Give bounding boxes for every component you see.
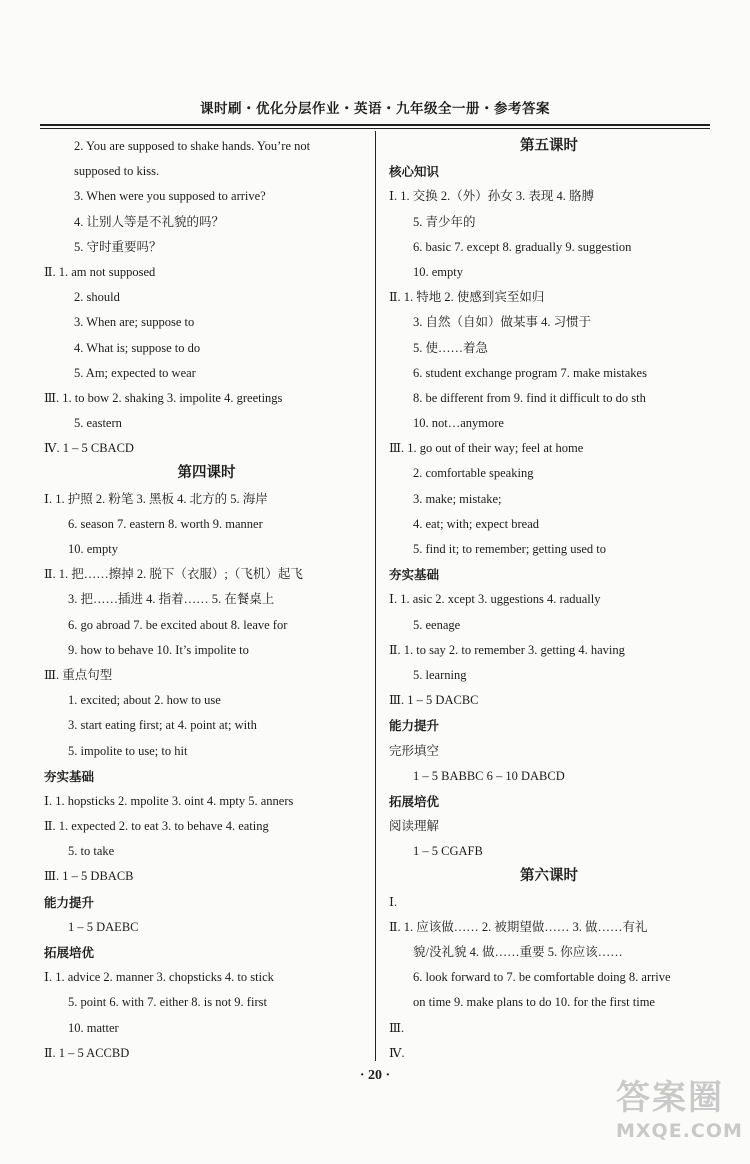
answer-line: 5. 守时重要吗？ xyxy=(74,239,162,254)
answer-line: 3. make; mistake; xyxy=(413,491,502,506)
section-heading: 夯实基础 xyxy=(44,768,95,784)
answer-line: 5. Am; expected to wear xyxy=(74,365,196,380)
answer-line: Ⅰ. 1. 护照 2. 粉笔 3. 黑板 4. 北方的 5. 海岸 xyxy=(44,491,268,506)
answer-line: 5. impolite to use; to hit xyxy=(68,743,188,758)
answer-line: 1 – 5 BABBC 6 – 10 DABCD xyxy=(413,768,565,783)
answer-line: Ⅰ. xyxy=(389,894,398,909)
answer-line: Ⅱ. 1. am not supposed xyxy=(44,264,156,279)
answer-line: 4. 让别人等是不礼貌的吗？ xyxy=(74,214,225,229)
section-heading: 能力提升 xyxy=(44,894,95,910)
answer-line: Ⅳ. 1 – 5 CBACD xyxy=(44,441,134,456)
answer-line: 5. eastern xyxy=(74,416,122,431)
right-column xyxy=(389,134,709,1066)
page-header: 课时刷・优化分层作业・英语・九年级全一册・参考答案 xyxy=(200,101,550,117)
answer-line: Ⅰ. 1. hopsticks 2. mpolite 3. oint 4. mpty 5. anners xyxy=(44,793,294,808)
answer-line: Ⅱ. 1. expected 2. to eat 3. to behave 4. eating xyxy=(44,819,269,834)
header-rule-thick xyxy=(40,124,710,126)
answer-line: 5. learning xyxy=(413,667,467,682)
answer-line: 5. 使……着急 xyxy=(413,340,489,355)
answer-line: 6. basic 7. except 8. gradually 9. suggestion xyxy=(413,239,632,254)
answer-line: 阅读理解 xyxy=(389,819,440,834)
answer-line: 5. 青少年的 xyxy=(413,214,476,229)
answer-line: 3. 自然（自如）做某事 4. 习惯于 xyxy=(413,315,592,330)
answer-line: 3. When were you supposed to arrive? xyxy=(74,189,266,204)
answer-line: 6. look forward to 7. be comfortable doing 8. arrive xyxy=(413,970,671,985)
left-column xyxy=(44,134,369,1066)
answer-line: 6. go abroad 7. be excited about 8. leave for xyxy=(68,617,288,632)
watermark-logo xyxy=(616,1076,743,1158)
answer-line: 5. to take xyxy=(68,844,115,859)
answer-line: Ⅲ. 重点句型 xyxy=(44,667,113,682)
answer-line: Ⅱ. 1. 特地 2. 使感到宾至如归 xyxy=(389,290,545,305)
answer-line: 5. find it; to remember; getting used to xyxy=(413,542,607,556)
answer-line: 5. eenage xyxy=(413,617,461,632)
answer-line: 3. start eating first; at 4. point at; with xyxy=(68,718,257,733)
answer-line: 3. 把……插进 4. 指着…… 5. 在餐桌上 xyxy=(68,592,275,607)
answer-line: Ⅲ. 1. go out of their way; feel at home xyxy=(389,441,584,456)
answer-line: 8. be different from 9. find it difficult to do sth xyxy=(413,390,646,405)
page-number: · 20 · xyxy=(359,1068,391,1083)
answer-line: Ⅲ. 1 – 5 DACBC xyxy=(389,693,479,708)
answer-line: 4. eat; with; expect bread xyxy=(413,516,539,531)
answer-line: Ⅱ. 1 – 5 ACCBD xyxy=(44,1045,130,1060)
answer-line: 1 – 5 DAEBC xyxy=(68,919,139,934)
answer-line: 6. student exchange program 7. make mistakes xyxy=(413,365,647,380)
lesson-title: 第六课时 xyxy=(520,868,578,885)
answer-line: 完形填空 xyxy=(389,743,440,758)
answer-line: Ⅱ. 1. 应该做…… 2. 被期望做…… 3. 做……有礼 xyxy=(389,919,648,934)
answer-line: 1. excited; about 2. how to use xyxy=(68,693,221,708)
watermark-url: MXQE.COM xyxy=(616,1120,743,1142)
answer-line: 5. point 6. with 7. either 8. is not 9. first xyxy=(68,995,267,1010)
answer-line: on time 9. make plans to do 10. for the first time xyxy=(413,995,655,1010)
answer-line: 2. You are supposed to shake hands. You’re not xyxy=(74,139,311,153)
section-heading: 拓展培优 xyxy=(44,945,95,960)
lesson-title: 第四课时 xyxy=(177,465,236,482)
answer-line: 2. comfortable speaking xyxy=(413,466,534,481)
answer-line: 1 – 5 CGAFB xyxy=(413,844,483,859)
column-divider xyxy=(375,131,376,1061)
answer-line: 10. matter xyxy=(68,1020,119,1035)
answer-line: Ⅰ. 1. advice 2. manner 3. chopsticks 4. to stick xyxy=(44,970,274,985)
answer-line: Ⅲ. 1. to bow 2. shaking 3. impolite 4. greetings xyxy=(44,390,283,405)
answer-line: 3. When are; suppose to xyxy=(74,315,195,330)
answer-line: supposed to kiss. xyxy=(74,164,160,179)
lesson-title: 第五课时 xyxy=(520,138,578,154)
answer-line: Ⅲ. xyxy=(389,1020,405,1035)
answer-line: Ⅱ. 1. to say 2. to remember 3. getting 4. having xyxy=(389,642,625,657)
answer-line: 10. empty xyxy=(413,264,463,279)
answer-line: 9. how to behave 10. It’s impolite to xyxy=(68,642,249,657)
header-rule-thin xyxy=(40,128,710,129)
answer-line: 10. not…anymore xyxy=(413,416,504,431)
answer-line: Ⅳ. xyxy=(389,1045,405,1060)
answer-line: Ⅰ. 1. asic 2. xcept 3. uggestions 4. radually xyxy=(389,592,601,607)
section-heading: 夯实基础 xyxy=(389,567,440,583)
section-heading: 拓展培优 xyxy=(389,793,440,809)
answer-line: 10. empty xyxy=(68,542,118,556)
answer-line: 2. should xyxy=(74,290,120,305)
answer-line: 4. What is; suppose to do xyxy=(74,340,201,355)
section-heading: 核心知识 xyxy=(389,164,440,180)
answer-line: Ⅲ. 1 – 5 DBACB xyxy=(44,869,134,884)
section-heading: 能力提升 xyxy=(389,718,440,734)
answer-line: 貌/没礼貌 4. 做……重要 5. 你应该…… xyxy=(413,945,623,959)
answer-line: 6. season 7. eastern 8. worth 9. manner xyxy=(68,516,263,531)
answer-line: Ⅱ. 1. 把……擦掉 2. 脱下（衣服）;（飞机）起飞 xyxy=(44,567,303,582)
watermark-text: 答案圈 xyxy=(616,1078,724,1118)
answer-line: Ⅰ. 1. 交换 2.（外）孙女 3. 表现 4. 胳膊 xyxy=(389,189,594,204)
